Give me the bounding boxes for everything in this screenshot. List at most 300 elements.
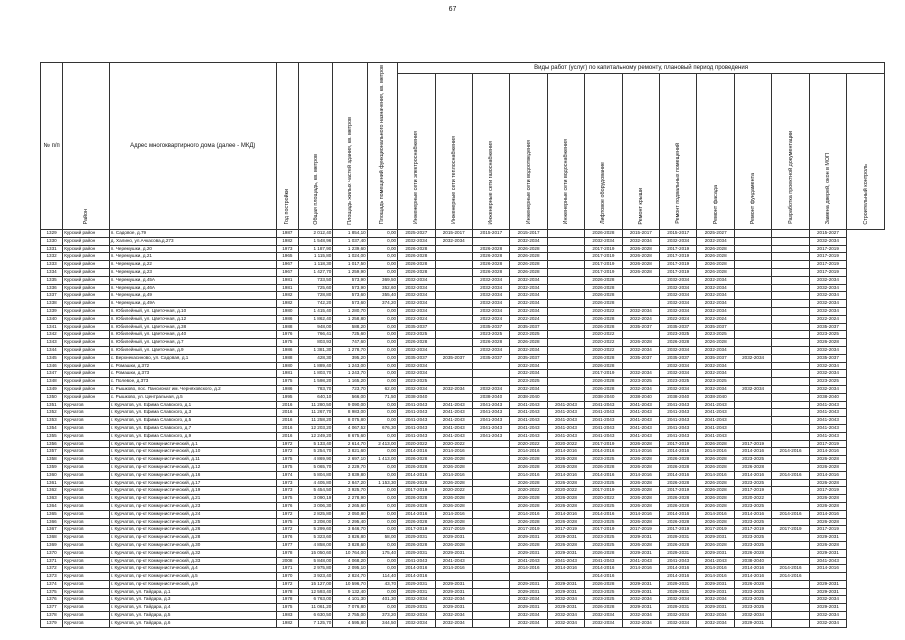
cell-work-period: 2026-2028 — [660, 502, 697, 510]
cell-work-period: 2026-2028 — [585, 323, 622, 331]
cell-work-period: 2023-2025 — [472, 331, 509, 339]
cell-work-period: 2041-2043 — [435, 424, 472, 432]
cell-work-period — [772, 463, 809, 471]
cell-work-period — [472, 471, 509, 479]
cell-district: Курский район — [63, 300, 110, 308]
cell-work-period: 2023-2025 — [734, 479, 771, 487]
cell-work-period: 2032-2034 — [398, 276, 435, 284]
table-row — [41, 541, 885, 549]
table-row — [41, 565, 885, 573]
cell-year: 1982 — [276, 300, 298, 308]
cell-work-period: 2026-2028 — [622, 456, 659, 464]
cell-work-period: 2026-2028 — [585, 604, 622, 612]
cell-work-period — [547, 292, 584, 300]
cell-address: г. Курчатов, ул. Ефима Славского, д.5 — [109, 417, 276, 425]
cell-work-period: 2035-2037 — [697, 354, 734, 362]
cell-address: г. Курчатов, ул. Гайдара, д.1 — [109, 588, 276, 596]
table-row — [41, 518, 885, 526]
cell-work-period: 2041-2043 — [660, 401, 697, 409]
cell-work-period: 2041-2043 — [585, 432, 622, 440]
cell-no: 1372 — [41, 565, 63, 573]
cell-total-area: 12 249,20 — [298, 432, 332, 440]
cell-work-period: 2026-2028 — [398, 245, 435, 253]
cell-premises-area: 0,00 — [367, 463, 397, 471]
table-row — [41, 276, 885, 284]
cell-total-area: 803,93 — [298, 339, 332, 347]
cell-address: п. Юбилейный, ул. Цветочная, д.12 — [109, 315, 276, 323]
cell-work-period — [547, 346, 584, 354]
cell-work-period: 2032-2034 — [809, 596, 846, 604]
cell-work-period: 2032-2034 — [660, 300, 697, 308]
cell-work-period: 2020-2022 — [585, 308, 622, 316]
cell-total-area: 5 804,80 — [298, 471, 332, 479]
cell-work-period — [622, 276, 659, 284]
cell-living-area: 1 259,90 — [333, 269, 367, 277]
cell-total-area: 725,60 — [298, 284, 332, 292]
cell-work-period — [772, 370, 809, 378]
cell-work-period: 2015-2017 — [622, 230, 659, 238]
cell-work-period: 2014-2016 — [547, 448, 584, 456]
cell-work-period: 2017-2019 — [809, 261, 846, 269]
cell-year: 2008 — [276, 557, 298, 565]
cell-work-period: 2020-2022 — [510, 487, 547, 495]
cell-district: Курчатов — [63, 463, 110, 471]
cell-address: п. Черемушки, д.45А — [109, 276, 276, 284]
table-row — [41, 463, 885, 471]
cell-year: 1973 — [276, 245, 298, 253]
cell-work-period — [547, 300, 584, 308]
cell-work-period: 2026-2028 — [585, 385, 622, 393]
cell-no: 1348 — [41, 378, 63, 386]
cell-work-period: 2041-2043 — [435, 417, 472, 425]
cell-no: 1374 — [41, 580, 63, 588]
cell-work-period: 2017-2019 — [809, 526, 846, 534]
cell-district: Курский район — [63, 339, 110, 347]
cell-premises-area: 0,00 — [367, 557, 397, 565]
cell-work-period — [772, 237, 809, 245]
header-work-type: Инженерные сети газоснабжения — [472, 74, 509, 230]
table-row — [41, 401, 885, 409]
cell-work-period: 2032-2034 — [697, 292, 734, 300]
cell-year: 1981 — [276, 276, 298, 284]
cell-no: 1340 — [41, 315, 63, 323]
cell-work-period: 2026-2028 — [622, 502, 659, 510]
cell-work-period: 2029-2031 — [547, 580, 584, 588]
cell-work-period: 2014-2016 — [585, 448, 622, 456]
cell-work-period — [772, 401, 809, 409]
cell-work-period: 2023-2025 — [585, 456, 622, 464]
cell-work-period — [772, 276, 809, 284]
cell-work-period — [622, 573, 659, 581]
cell-work-period: 2020-2022 — [435, 440, 472, 448]
cell-work-period — [547, 284, 584, 292]
cell-premises-area: 373,20 — [367, 612, 397, 620]
cell-living-area: 4 067,52 — [333, 424, 367, 432]
cell-work-period: 2029-2031 — [809, 588, 846, 596]
cell-work-period — [772, 417, 809, 425]
cell-work-period: 2029-2031 — [622, 580, 659, 588]
cell-total-area: 11 267,70 — [298, 409, 332, 417]
cell-work-period: 2029-2031 — [547, 549, 584, 557]
cell-work-period: 2014-2016 — [772, 471, 809, 479]
cell-no: 1341 — [41, 323, 63, 331]
cell-address: г. Курчатов, пр-кт Коммунистический, д.4 — [109, 565, 276, 573]
cell-work-period: 2032-2034 — [398, 284, 435, 292]
cell-work-period — [622, 292, 659, 300]
cell-district: Курский район — [63, 315, 110, 323]
cell-living-area: 1 243,00 — [333, 362, 367, 370]
cell-district: Курский район — [63, 284, 110, 292]
cell-work-period: 2032-2034 — [435, 596, 472, 604]
cell-total-area: 1 118,30 — [298, 261, 332, 269]
cell-work-period: 2026-2028 — [809, 495, 846, 503]
cell-year: 1980 — [276, 362, 298, 370]
cell-district: Курчатов — [63, 417, 110, 425]
cell-no: 1345 — [41, 354, 63, 362]
cell-work-period: 2017-2019 — [734, 526, 771, 534]
cell-year: 1976 — [276, 534, 298, 542]
cell-work-period: 2041-2043 — [510, 557, 547, 565]
cell-work-period: 2032-2034 — [697, 284, 734, 292]
cell-work-period — [472, 534, 509, 542]
table-row — [41, 230, 885, 238]
table-row — [41, 573, 885, 581]
cell-work-period — [772, 440, 809, 448]
table-row — [41, 448, 885, 456]
cell-work-period: 2029-2031 — [510, 534, 547, 542]
cell-work-period: 2032-2034 — [660, 370, 697, 378]
cell-district: Курчатов — [63, 502, 110, 510]
cell-premises-area: 369,50 — [367, 276, 397, 284]
cell-work-period: 2035-2037 — [472, 323, 509, 331]
cell-work-period: 2032-2034 — [622, 237, 659, 245]
cell-work-period: 2017-2019 — [734, 487, 771, 495]
cell-work-period: 2026-2028 — [547, 518, 584, 526]
cell-work-period: 2029-2031 — [398, 534, 435, 542]
cell-work-period: 2026-2028 — [622, 269, 659, 277]
cell-work-period — [435, 573, 472, 581]
cell-work-period: 2041-2043 — [547, 417, 584, 425]
cell-district: Курский район — [63, 378, 110, 386]
cell-work-period: 2026-2028 — [398, 495, 435, 503]
cell-no: 1357 — [41, 448, 63, 456]
cell-work-period — [472, 526, 509, 534]
cell-work-period: 2017-2019 — [660, 440, 697, 448]
cell-work-period: 2029-2031 — [398, 580, 435, 588]
cell-work-period: 2014-2016 — [435, 471, 472, 479]
cell-work-period — [734, 432, 771, 440]
cell-work-period — [622, 331, 659, 339]
cell-work-period — [734, 346, 771, 354]
cell-work-period: 2014-2016 — [510, 510, 547, 518]
cell-work-period: 2017-2019 — [660, 253, 697, 261]
cell-work-period: 2026-2028 — [585, 292, 622, 300]
cell-work-period: 2032-2034 — [398, 292, 435, 300]
cell-total-area: 948,00 — [298, 323, 332, 331]
cell-work-period — [472, 565, 509, 573]
cell-living-area: 2 755,00 — [333, 612, 367, 620]
cell-work-period: 2014-2016 — [660, 565, 697, 573]
cell-address: г. Курчатов, ул. Гайдара, д.5 — [109, 612, 276, 620]
cell-work-period: 2041-2043 — [660, 417, 697, 425]
cell-work-period: 2032-2034 — [697, 619, 734, 627]
cell-work-period: 2035-2037 — [398, 354, 435, 362]
cell-work-period: 2014-2016 — [585, 573, 622, 581]
cell-work-period — [772, 245, 809, 253]
cell-work-period — [734, 417, 771, 425]
cell-year: 1982 — [276, 237, 298, 245]
cell-work-period: 2026-2028 — [809, 463, 846, 471]
cell-year: 1981 — [276, 370, 298, 378]
cell-work-period: 2023-2025 — [585, 588, 622, 596]
cell-work-period: 2041-2043 — [622, 557, 659, 565]
cell-work-period: 2014-2016 — [398, 448, 435, 456]
header-work-type: Инженерные сети электроснабжения — [398, 74, 435, 230]
cell-district: Курчатов — [63, 541, 110, 549]
cell-work-period: 2041-2043 — [697, 417, 734, 425]
cell-year: 1965 — [276, 253, 298, 261]
cell-work-period: 2041-2043 — [622, 401, 659, 409]
cell-address: п. Юбилейный, ул. Цветочная, д.7 — [109, 339, 276, 347]
cell-premises-area: 0,00 — [367, 261, 397, 269]
cell-work-period: 2022-2024 — [660, 315, 697, 323]
cell-work-period: 2017-2019 — [622, 526, 659, 534]
cell-work-period: 2014-2016 — [435, 448, 472, 456]
cell-district: Курский район — [63, 253, 110, 261]
cell-work-period: 2026-2028 — [734, 463, 771, 471]
cell-work-period: 2026-2028 — [622, 487, 659, 495]
cell-work-period: 2041-2043 — [697, 409, 734, 417]
header-premises-area: Площадь помещений функционального назначения, кв. метров — [367, 63, 397, 230]
cell-total-area: 12 203,20 — [298, 424, 332, 432]
cell-living-area: 4 068,20 — [333, 557, 367, 565]
cell-no: 1358 — [41, 456, 63, 464]
cell-district: Курчатов — [63, 440, 110, 448]
cell-district: Курский район — [63, 230, 110, 238]
cell-work-period: 2032-2034 — [510, 346, 547, 354]
cell-premises-area: 0,00 — [367, 448, 397, 456]
cell-work-period: 2017-2019 — [435, 526, 472, 534]
table-row — [41, 596, 885, 604]
header-work-type: Ремонт подвальных помещений — [660, 74, 697, 230]
cell-year: 1974 — [276, 471, 298, 479]
cell-work-period — [772, 409, 809, 417]
cell-work-period — [772, 549, 809, 557]
cell-work-period — [622, 300, 659, 308]
cell-no: 1356 — [41, 440, 63, 448]
cell-year: 1972 — [276, 580, 298, 588]
cell-work-period: 2041-2043 — [510, 401, 547, 409]
cell-premises-area: 175,40 — [367, 549, 397, 557]
cell-work-period: 2017-2019 — [585, 269, 622, 277]
cell-work-period — [622, 362, 659, 370]
cell-work-period: 2035-2037 — [697, 323, 734, 331]
cell-work-period: 2038-2040 — [510, 393, 547, 401]
cell-total-area: 11 258,20 — [298, 417, 332, 425]
cell-work-period — [435, 300, 472, 308]
cell-no: 1378 — [41, 612, 63, 620]
cell-work-period — [772, 487, 809, 495]
cell-year: 1988 — [276, 323, 298, 331]
cell-work-period: 2032-2034 — [809, 308, 846, 316]
cell-work-period — [435, 245, 472, 253]
cell-work-period — [772, 315, 809, 323]
cell-living-area: 1 280,70 — [333, 308, 367, 316]
cell-work-period — [772, 557, 809, 565]
cell-work-period: 2032-2034 — [622, 385, 659, 393]
cell-work-period: 2017-2019 — [809, 487, 846, 495]
cell-work-period: 2026-2028 — [398, 269, 435, 277]
cell-work-period: 2041-2043 — [809, 424, 846, 432]
header-address: Адрес многоквартирного дома (далее - МКД) — [109, 63, 276, 230]
cell-work-period: 2023-2025 — [585, 502, 622, 510]
cell-address: г. Курчатов, ул. Ефима Славского, д.1 — [109, 401, 276, 409]
cell-year: 1988 — [276, 354, 298, 362]
cell-work-period: 2026-2028 — [510, 518, 547, 526]
cell-work-period: 2029-2031 — [547, 588, 584, 596]
cell-work-period: 2032-2034 — [585, 237, 622, 245]
cell-work-period: 2026-2028 — [398, 518, 435, 526]
cell-work-period: 2032-2034 — [697, 300, 734, 308]
cell-work-period: 2032-2034 — [510, 596, 547, 604]
cell-work-period — [472, 518, 509, 526]
cell-work-period: 2026-2028 — [585, 300, 622, 308]
cell-premises-area: 676,30 — [367, 424, 397, 432]
cell-address: п. Черемушки, д.21 — [109, 253, 276, 261]
cell-work-period: 2026-2028 — [510, 479, 547, 487]
cell-premises-area: 0,00 — [367, 526, 397, 534]
cell-no: 1373 — [41, 573, 63, 581]
table-row — [41, 237, 885, 245]
cell-work-period: 2026-2028 — [510, 269, 547, 277]
cell-work-period — [472, 604, 509, 612]
cell-work-period: 2029-2031 — [435, 534, 472, 542]
cell-work-period: 2032-2034 — [398, 612, 435, 620]
cell-premises-area: 0,00 — [367, 253, 397, 261]
cell-address: п. Юбилейный, ул. Цветочная, д.10 — [109, 308, 276, 316]
cell-district: Курчатов — [63, 409, 110, 417]
cell-living-area: 3 925,70 — [333, 487, 367, 495]
cell-work-period: 2032-2034 — [697, 385, 734, 393]
header-work-type: Инженерные сети водоотведения — [510, 74, 547, 230]
cell-work-period — [547, 393, 584, 401]
cell-living-area: 2 824,70 — [333, 573, 367, 581]
cell-year: 1972 — [276, 448, 298, 456]
cell-no: 1335 — [41, 276, 63, 284]
cell-district: Курский район — [63, 331, 110, 339]
cell-address: г. Курчатов, ул. Гайдара, д.6 — [109, 619, 276, 627]
cell-premises-area: 0,00 — [367, 518, 397, 526]
table-row — [41, 471, 885, 479]
cell-work-period — [547, 245, 584, 253]
cell-address: п. Черемушки, д.49 — [109, 292, 276, 300]
cell-work-period: 2023-2025 — [697, 331, 734, 339]
table-row — [41, 284, 885, 292]
cell-work-period — [772, 362, 809, 370]
cell-work-period: 2026-2028 — [510, 339, 547, 347]
cell-premises-area: 0,00 — [367, 604, 397, 612]
table-row — [41, 269, 885, 277]
cell-work-period: 2032-2034 — [660, 619, 697, 627]
cell-work-period: 2035-2037 — [435, 354, 472, 362]
cell-work-period — [734, 253, 771, 261]
cell-work-period — [734, 269, 771, 277]
cell-work-period: 2026-2028 — [697, 440, 734, 448]
cell-work-period: 2029-2031 — [510, 549, 547, 557]
cell-total-area: 11 061,20 — [298, 604, 332, 612]
cell-work-period: 2023-2025 — [734, 588, 771, 596]
cell-work-period — [472, 378, 509, 386]
cell-work-period: 2032-2034 — [472, 292, 509, 300]
cell-district: Курчатов — [63, 432, 110, 440]
cell-work-period — [435, 346, 472, 354]
cell-work-period: 2026-2028 — [622, 495, 659, 503]
table-row — [41, 409, 885, 417]
cell-work-period — [435, 308, 472, 316]
cell-total-area: 1 862,40 — [298, 315, 332, 323]
cell-no: 1376 — [41, 596, 63, 604]
cell-living-area: 1 165,20 — [333, 378, 367, 386]
cell-work-period: 2029-2031 — [660, 534, 697, 542]
cell-work-period: 2038-2040 — [472, 393, 509, 401]
cell-work-period: 2032-2034 — [398, 346, 435, 354]
cell-work-period: 2029-2031 — [435, 604, 472, 612]
cell-work-period: 2035-2037 — [472, 354, 509, 362]
cell-premises-area: 0,00 — [367, 346, 397, 354]
cell-work-period: 2017-2019 — [809, 245, 846, 253]
cell-work-period: 2041-2043 — [472, 424, 509, 432]
cell-work-period: 2041-2043 — [510, 417, 547, 425]
cell-work-period: 2032-2034 — [809, 619, 846, 627]
cell-work-period: 2015-2017 — [510, 230, 547, 238]
cell-no: 1339 — [41, 308, 63, 316]
cell-work-period: 2014-2016 — [734, 565, 771, 573]
table-row — [41, 487, 885, 495]
cell-work-period: 2017-2019 — [734, 440, 771, 448]
cell-work-period: 2026-2028 — [660, 339, 697, 347]
cell-no: 1370 — [41, 549, 63, 557]
cell-work-period: 2032-2034 — [660, 276, 697, 284]
cell-district: Курский район — [63, 261, 110, 269]
cell-work-period: 2017-2019 — [547, 526, 584, 534]
cell-total-area: 733,50 — [298, 276, 332, 284]
cell-premises-area: 344,50 — [367, 619, 397, 627]
cell-living-area: 1 243,70 — [333, 370, 367, 378]
cell-work-period: 2026-2028 — [398, 479, 435, 487]
cell-work-period — [734, 401, 771, 409]
table-row — [41, 323, 885, 331]
cell-work-period — [772, 308, 809, 316]
table-row — [41, 315, 885, 323]
cell-work-period — [435, 378, 472, 386]
cell-work-period: 2026-2028 — [697, 463, 734, 471]
cell-work-period — [734, 362, 771, 370]
cell-work-period: 2032-2034 — [510, 385, 547, 393]
cell-premises-area: 355,40 — [367, 292, 397, 300]
cell-work-period — [472, 557, 509, 565]
cell-address: г. Курчатов, ул. Гайдара, д.3 — [109, 596, 276, 604]
cell-work-period: 2032-2034 — [510, 308, 547, 316]
cell-premises-area: 0,00 — [367, 409, 397, 417]
cell-work-period: 2032-2034 — [435, 612, 472, 620]
header-work-type: Разработка проектной документации — [772, 74, 809, 230]
cell-total-area: 6 763,00 — [298, 596, 332, 604]
header-district: Район — [63, 63, 110, 230]
cell-premises-area: 0,00 — [367, 237, 397, 245]
cell-work-period: 2014-2016 — [809, 565, 846, 573]
cell-work-period: 2041-2043 — [622, 424, 659, 432]
header-year: Год постройки — [276, 63, 298, 230]
